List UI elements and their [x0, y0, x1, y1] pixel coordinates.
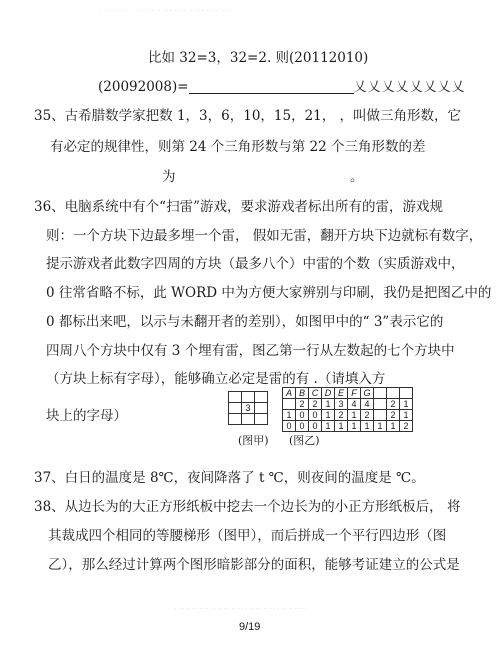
q36-line-3: 提示游戏者此数字四周的方块（最多八个）中雷的个数（实质游戏中， — [46, 256, 465, 272]
figure-yi-cell: 2 — [309, 399, 322, 410]
figure-yi-cell: 2 — [335, 410, 348, 421]
decorative-marks: 乂乂乂乂乂乂乂乂 — [353, 80, 466, 95]
figure-yi-cell: 2 — [387, 399, 400, 410]
figure-yi-cell: 2 — [296, 399, 309, 410]
figure-yi-cell — [374, 388, 387, 399]
q35-period: 。 — [350, 169, 364, 185]
figure-yi-cell — [387, 388, 400, 399]
figure-yi-cell: 1 — [374, 421, 387, 432]
footer-running-text: · ·· ·· ·· ·· · ·· ·· ·· ·· ·· · ·· ·· ·· ·· · ·· ·· ·· ·· — [175, 606, 307, 611]
figure-yi-cell: 1 — [400, 410, 413, 421]
figure-jia — [228, 391, 268, 425]
figure-yi-row — [283, 388, 413, 399]
page-number: 9/19 — [239, 621, 261, 633]
answer-blank — [189, 81, 354, 94]
figure-yi-cell: E — [335, 388, 348, 399]
figure-yi-cell: 1 — [335, 421, 348, 432]
figure-yi-cell: 0 — [296, 410, 309, 421]
figure-yi-cell: 1 — [348, 410, 361, 421]
q35-line-1: 35、古希腊数学家把数 1，3，6，10，15，21， ，叫做三角形数，它 — [34, 108, 462, 124]
figure-jia-grid — [228, 391, 268, 425]
header-running-text: · ·· ·· ·· ·· · ·· ·· ·· ·· ·· · ·· ·· ·· ·· · ·· ·· ·· ·· — [100, 8, 232, 13]
figure-yi-cell: 0 — [296, 421, 309, 432]
q35-line-2: 有必定的规律性，则第 24 个三角形数与第 22 个三角形数的差 — [50, 139, 426, 155]
figure-yi-cell: 1 — [322, 421, 335, 432]
figure-yi-cell — [283, 399, 296, 410]
figure-yi-cell: 2 — [387, 410, 400, 421]
figure-yi-cell: F — [348, 388, 361, 399]
figure-yi-cell: 1 — [283, 410, 296, 421]
figure-yi-cell: D — [322, 388, 335, 399]
figure-yi-cell: 0 — [309, 410, 322, 421]
figure-yi-cell: 4 — [361, 399, 374, 410]
figure-yi — [282, 387, 413, 432]
q38-line-1: 38、从边长为的大正方形纸板中挖去一个边长为的小正方形纸板后， 将 — [34, 499, 461, 515]
figure-jia-center-cell: 3 — [242, 403, 255, 414]
figure-yi-cell: 1 — [322, 410, 335, 421]
figure-yi-cell: 1 — [361, 421, 374, 432]
q36-line-5: 0 都标出来吧，以示与未翻开者的差别），如图甲中的“ 3”表示它的 — [46, 314, 444, 330]
q36-line-7: （方块上标有字母），能够确立必定是雷的有 .（请填入方 — [46, 371, 386, 387]
figure-jia-caption: (图甲) — [238, 434, 269, 447]
line-1: 比如 32=3，32=2. 则(20112010) — [148, 50, 369, 66]
figure-yi-row — [283, 399, 413, 410]
figure-yi-cell: G — [361, 388, 374, 399]
q36-line-4: 0 往常省略不标，此 WORD 中为方便大家辨别与印刷，我仍是把图乙中的 — [46, 285, 492, 301]
figure-yi-caption: (图乙) — [289, 434, 320, 447]
figure-yi-cell: 0 — [309, 421, 322, 432]
q36-line-8: 块上的字母） — [46, 408, 127, 424]
figure-yi-row — [283, 410, 413, 421]
figure-yi-row — [283, 421, 413, 432]
q37-line: 37、白日的温度是 8℃，夜间降落了 t ℃，则夜间的温度是 ℃。 — [34, 470, 425, 486]
q38-line-3: 乙），那么经过计算两个图形暗影部分的面积，能够考证建立的公式是 — [48, 557, 460, 573]
figure-yi-cell: 0 — [283, 421, 296, 432]
figure-yi-cell — [374, 410, 387, 421]
line-2-prefix: (20092008)= — [98, 79, 189, 95]
figure-yi-cell: B — [296, 388, 309, 399]
figure-yi-cell: 1 — [322, 399, 335, 410]
figure-yi-cell — [400, 388, 413, 399]
figure-yi-cell: 3 — [335, 399, 348, 410]
q36-line-1: 36、电脑系统中有个“扫雷”游戏，要求游戏者标出所有的雷，游戏规 — [34, 199, 443, 215]
q35-line-3: 为 — [162, 169, 176, 185]
figure-yi-grid — [282, 387, 413, 432]
figure-yi-cell: 4 — [348, 399, 361, 410]
figure-yi-cell: 1 — [348, 421, 361, 432]
q36-line-2: 则：一个方块下边最多埋一个雷， 假如无雷，翻开方块下边就标有数字， — [46, 228, 483, 244]
figure-yi-cell: A — [283, 388, 296, 399]
figure-yi-cell: 1 — [400, 399, 413, 410]
figure-yi-cell: 1 — [387, 421, 400, 432]
figure-yi-cell: 2 — [361, 410, 374, 421]
figure-yi-cell — [374, 399, 387, 410]
figure-yi-cell: 2 — [400, 421, 413, 432]
q38-line-2: 其裁成四个相同的等腰梯形（图甲），而后拼成一个平行四边形（图 — [48, 528, 447, 544]
q36-line-6: 四周八个方块中仅有 3 个埋有雷，图乙第一行从左数起的七个方块中 — [46, 343, 455, 359]
figure-yi-cell: C — [309, 388, 322, 399]
line-2 — [98, 76, 466, 95]
